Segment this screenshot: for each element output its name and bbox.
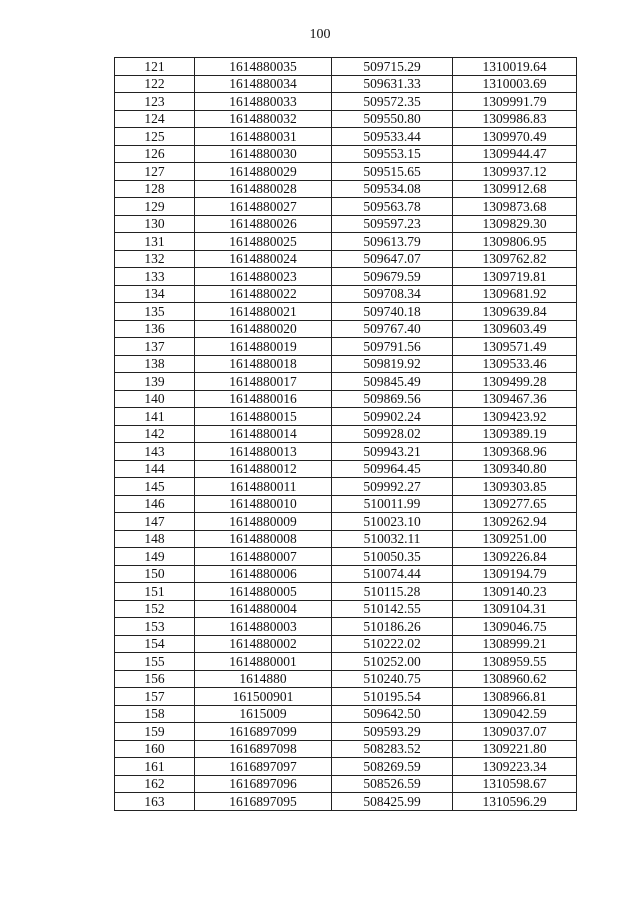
row-index-cell: 141	[115, 408, 195, 426]
table-row	[115, 443, 577, 461]
x-coordinate-cell: 509740.18	[332, 303, 453, 321]
table-body	[115, 58, 577, 811]
x-coordinate-cell: 510074.44	[332, 565, 453, 583]
y-coordinate-cell: 1309037.07	[453, 723, 577, 741]
row-index-cell: 132	[115, 250, 195, 268]
x-coordinate-cell: 510023.10	[332, 513, 453, 531]
x-coordinate-cell: 510011.99	[332, 495, 453, 513]
y-coordinate-cell: 1309423.92	[453, 408, 577, 426]
x-coordinate-cell: 509767.40	[332, 320, 453, 338]
table-row	[115, 180, 577, 198]
page-number: 100	[309, 27, 331, 42]
code-cell: 1614880006	[195, 565, 332, 583]
row-index-cell: 121	[115, 58, 195, 76]
row-index-cell: 148	[115, 530, 195, 548]
row-index-cell: 130	[115, 215, 195, 233]
y-coordinate-cell: 1308959.55	[453, 653, 577, 671]
table-row	[115, 320, 577, 338]
table-row	[115, 408, 577, 426]
code-cell: 1614880017	[195, 373, 332, 391]
y-coordinate-cell: 1309194.79	[453, 565, 577, 583]
row-index-cell: 144	[115, 460, 195, 478]
row-index-cell: 135	[115, 303, 195, 321]
row-index-cell: 138	[115, 355, 195, 373]
x-coordinate-cell: 509845.49	[332, 373, 453, 391]
row-index-cell: 128	[115, 180, 195, 198]
row-index-cell: 152	[115, 600, 195, 618]
code-cell: 1614880026	[195, 215, 332, 233]
x-coordinate-cell: 508425.99	[332, 793, 453, 811]
y-coordinate-cell: 1309046.75	[453, 618, 577, 636]
row-index-cell: 146	[115, 495, 195, 513]
row-index-cell: 142	[115, 425, 195, 443]
y-coordinate-cell: 1309221.80	[453, 740, 577, 758]
code-cell: 1614880025	[195, 233, 332, 251]
row-index-cell: 136	[115, 320, 195, 338]
row-index-cell: 134	[115, 285, 195, 303]
code-cell: 1614880027	[195, 198, 332, 216]
row-index-cell: 129	[115, 198, 195, 216]
row-index-cell: 159	[115, 723, 195, 741]
x-coordinate-cell: 509679.59	[332, 268, 453, 286]
x-coordinate-cell: 510115.28	[332, 583, 453, 601]
code-cell: 1614880032	[195, 110, 332, 128]
row-index-cell: 158	[115, 705, 195, 723]
y-coordinate-cell: 1309226.84	[453, 548, 577, 566]
code-cell: 1614880016	[195, 390, 332, 408]
table-row	[115, 565, 577, 583]
y-coordinate-cell: 1309223.34	[453, 758, 577, 776]
row-index-cell: 125	[115, 128, 195, 146]
table-row	[115, 390, 577, 408]
y-coordinate-cell: 1309303.85	[453, 478, 577, 496]
code-cell: 1614880003	[195, 618, 332, 636]
table-row	[115, 93, 577, 111]
code-cell: 1616897099	[195, 723, 332, 741]
y-coordinate-cell: 1308960.62	[453, 670, 577, 688]
table-row	[115, 58, 577, 76]
y-coordinate-cell: 1309042.59	[453, 705, 577, 723]
table-row	[115, 723, 577, 741]
code-cell: 1614880005	[195, 583, 332, 601]
table-row	[115, 793, 577, 811]
row-index-cell: 143	[115, 443, 195, 461]
row-index-cell: 137	[115, 338, 195, 356]
y-coordinate-cell: 1309762.82	[453, 250, 577, 268]
row-index-cell: 140	[115, 390, 195, 408]
x-coordinate-cell: 509613.79	[332, 233, 453, 251]
y-coordinate-cell: 1310596.29	[453, 793, 577, 811]
code-cell: 1614880035	[195, 58, 332, 76]
row-index-cell: 123	[115, 93, 195, 111]
table-row	[115, 75, 577, 93]
table-row	[115, 705, 577, 723]
y-coordinate-cell: 1310598.67	[453, 775, 577, 793]
x-coordinate-cell: 509553.15	[332, 145, 453, 163]
table-row	[115, 198, 577, 216]
y-coordinate-cell: 1309829.30	[453, 215, 577, 233]
code-cell: 1614880020	[195, 320, 332, 338]
x-coordinate-cell: 510240.75	[332, 670, 453, 688]
row-index-cell: 139	[115, 373, 195, 391]
table-row	[115, 285, 577, 303]
code-cell: 1614880014	[195, 425, 332, 443]
x-coordinate-cell: 510186.26	[332, 618, 453, 636]
row-index-cell: 124	[115, 110, 195, 128]
y-coordinate-cell: 1309873.68	[453, 198, 577, 216]
code-cell: 1616897096	[195, 775, 332, 793]
code-cell: 1614880021	[195, 303, 332, 321]
row-index-cell: 131	[115, 233, 195, 251]
code-cell: 161500901	[195, 688, 332, 706]
y-coordinate-cell: 1310019.64	[453, 58, 577, 76]
row-index-cell: 126	[115, 145, 195, 163]
x-coordinate-cell: 509515.65	[332, 163, 453, 181]
x-coordinate-cell: 509928.02	[332, 425, 453, 443]
table-row	[115, 758, 577, 776]
code-cell: 1614880034	[195, 75, 332, 93]
table-row	[115, 215, 577, 233]
table-row	[115, 670, 577, 688]
row-index-cell: 133	[115, 268, 195, 286]
y-coordinate-cell: 1309639.84	[453, 303, 577, 321]
code-cell: 1614880022	[195, 285, 332, 303]
x-coordinate-cell: 510032.11	[332, 530, 453, 548]
table-row	[115, 775, 577, 793]
table-row	[115, 635, 577, 653]
table-row	[115, 303, 577, 321]
y-coordinate-cell: 1308966.81	[453, 688, 577, 706]
x-coordinate-cell: 510252.00	[332, 653, 453, 671]
y-coordinate-cell: 1309937.12	[453, 163, 577, 181]
table-row	[115, 530, 577, 548]
code-cell: 1614880023	[195, 268, 332, 286]
code-cell: 1614880009	[195, 513, 332, 531]
x-coordinate-cell: 509593.29	[332, 723, 453, 741]
row-index-cell: 150	[115, 565, 195, 583]
x-coordinate-cell: 509572.35	[332, 93, 453, 111]
x-coordinate-cell: 509534.08	[332, 180, 453, 198]
x-coordinate-cell: 509964.45	[332, 460, 453, 478]
x-coordinate-cell: 509943.21	[332, 443, 453, 461]
y-coordinate-cell: 1309389.19	[453, 425, 577, 443]
code-cell: 1614880004	[195, 600, 332, 618]
code-cell: 1614880007	[195, 548, 332, 566]
code-cell: 1616897097	[195, 758, 332, 776]
y-coordinate-cell: 1309467.36	[453, 390, 577, 408]
x-coordinate-cell: 509563.78	[332, 198, 453, 216]
x-coordinate-cell: 508283.52	[332, 740, 453, 758]
x-coordinate-cell: 509533.44	[332, 128, 453, 146]
row-index-cell: 160	[115, 740, 195, 758]
y-coordinate-cell: 1309681.92	[453, 285, 577, 303]
y-coordinate-cell: 1308999.21	[453, 635, 577, 653]
table-row	[115, 128, 577, 146]
y-coordinate-cell: 1309262.94	[453, 513, 577, 531]
y-coordinate-cell: 1309806.95	[453, 233, 577, 251]
table-row	[115, 268, 577, 286]
row-index-cell: 127	[115, 163, 195, 181]
coordinates-table	[114, 57, 577, 811]
row-index-cell: 153	[115, 618, 195, 636]
row-index-cell: 149	[115, 548, 195, 566]
code-cell: 1614880030	[195, 145, 332, 163]
x-coordinate-cell: 509992.27	[332, 478, 453, 496]
x-coordinate-cell: 509869.56	[332, 390, 453, 408]
row-index-cell: 162	[115, 775, 195, 793]
y-coordinate-cell: 1309140.23	[453, 583, 577, 601]
row-index-cell: 151	[115, 583, 195, 601]
code-cell: 1614880012	[195, 460, 332, 478]
x-coordinate-cell: 510222.02	[332, 635, 453, 653]
y-coordinate-cell: 1309340.80	[453, 460, 577, 478]
code-cell: 1614880002	[195, 635, 332, 653]
y-coordinate-cell: 1309251.00	[453, 530, 577, 548]
y-coordinate-cell: 1310003.69	[453, 75, 577, 93]
code-cell: 1616897098	[195, 740, 332, 758]
y-coordinate-cell: 1309571.49	[453, 338, 577, 356]
table-row	[115, 653, 577, 671]
code-cell: 1614880018	[195, 355, 332, 373]
code-cell: 1614880024	[195, 250, 332, 268]
row-index-cell: 157	[115, 688, 195, 706]
code-cell: 1616897095	[195, 793, 332, 811]
x-coordinate-cell: 509715.29	[332, 58, 453, 76]
table-row	[115, 548, 577, 566]
row-index-cell: 154	[115, 635, 195, 653]
x-coordinate-cell: 509642.50	[332, 705, 453, 723]
code-cell: 1614880029	[195, 163, 332, 181]
table-row	[115, 478, 577, 496]
x-coordinate-cell: 509902.24	[332, 408, 453, 426]
table-row	[115, 250, 577, 268]
y-coordinate-cell: 1309970.49	[453, 128, 577, 146]
table-row	[115, 338, 577, 356]
y-coordinate-cell: 1309991.79	[453, 93, 577, 111]
table-row	[115, 740, 577, 758]
row-index-cell: 156	[115, 670, 195, 688]
x-coordinate-cell: 510142.55	[332, 600, 453, 618]
code-cell: 1614880031	[195, 128, 332, 146]
code-cell: 1614880033	[195, 93, 332, 111]
code-cell: 1614880010	[195, 495, 332, 513]
y-coordinate-cell: 1309277.65	[453, 495, 577, 513]
row-index-cell: 161	[115, 758, 195, 776]
code-cell: 1614880015	[195, 408, 332, 426]
x-coordinate-cell: 508526.59	[332, 775, 453, 793]
table-row	[115, 373, 577, 391]
row-index-cell: 163	[115, 793, 195, 811]
row-index-cell: 122	[115, 75, 195, 93]
code-cell: 1614880	[195, 670, 332, 688]
x-coordinate-cell: 508269.59	[332, 758, 453, 776]
table-row	[115, 513, 577, 531]
table-row	[115, 495, 577, 513]
x-coordinate-cell: 509647.07	[332, 250, 453, 268]
x-coordinate-cell: 509550.80	[332, 110, 453, 128]
x-coordinate-cell: 510050.35	[332, 548, 453, 566]
table-row	[115, 425, 577, 443]
table-row	[115, 110, 577, 128]
y-coordinate-cell: 1309533.46	[453, 355, 577, 373]
table-row	[115, 233, 577, 251]
y-coordinate-cell: 1309368.96	[453, 443, 577, 461]
x-coordinate-cell: 509597.23	[332, 215, 453, 233]
table-row	[115, 688, 577, 706]
y-coordinate-cell: 1309499.28	[453, 373, 577, 391]
x-coordinate-cell: 509708.34	[332, 285, 453, 303]
x-coordinate-cell: 510195.54	[332, 688, 453, 706]
code-cell: 1614880013	[195, 443, 332, 461]
row-index-cell: 155	[115, 653, 195, 671]
x-coordinate-cell: 509631.33	[332, 75, 453, 93]
x-coordinate-cell: 509819.92	[332, 355, 453, 373]
code-cell: 1614880001	[195, 653, 332, 671]
table-row	[115, 355, 577, 373]
y-coordinate-cell: 1309603.49	[453, 320, 577, 338]
table-row	[115, 600, 577, 618]
y-coordinate-cell: 1309944.47	[453, 145, 577, 163]
code-cell: 1614880011	[195, 478, 332, 496]
code-cell: 1614880019	[195, 338, 332, 356]
y-coordinate-cell: 1309986.83	[453, 110, 577, 128]
row-index-cell: 147	[115, 513, 195, 531]
y-coordinate-cell: 1309719.81	[453, 268, 577, 286]
y-coordinate-cell: 1309912.68	[453, 180, 577, 198]
x-coordinate-cell: 509791.56	[332, 338, 453, 356]
code-cell: 1614880008	[195, 530, 332, 548]
table-row	[115, 618, 577, 636]
table-row	[115, 460, 577, 478]
table-row	[115, 163, 577, 181]
code-cell: 1615009	[195, 705, 332, 723]
y-coordinate-cell: 1309104.31	[453, 600, 577, 618]
row-index-cell: 145	[115, 478, 195, 496]
table-row	[115, 145, 577, 163]
table-row	[115, 583, 577, 601]
code-cell: 1614880028	[195, 180, 332, 198]
